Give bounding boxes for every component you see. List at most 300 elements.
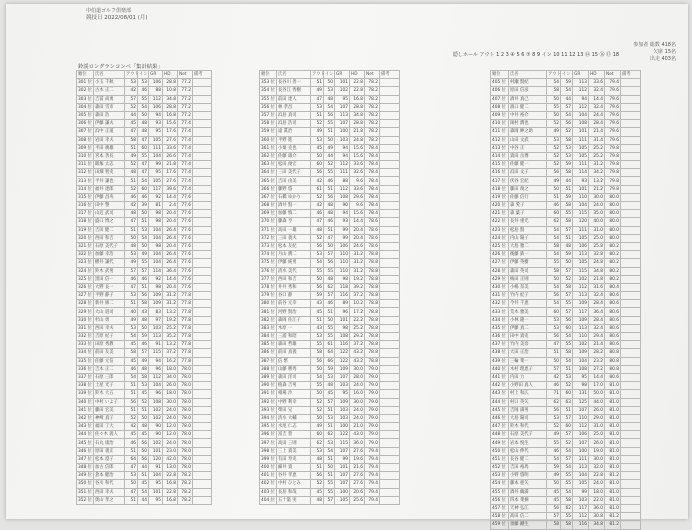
cell-gross-score: 109 — [149, 292, 163, 300]
cell-in-score: 57 — [324, 251, 335, 259]
cell-out-score: 56 — [311, 357, 324, 365]
cell-gross-score: 92 — [149, 193, 163, 201]
cell-in-score: 54 — [561, 488, 573, 496]
cell-out-score: 51 — [125, 447, 138, 455]
cell-out-score: 45 — [311, 308, 324, 316]
table-row — [260, 283, 400, 291]
cell-gross-score: 117 — [149, 185, 163, 193]
cell-remarks — [193, 218, 212, 226]
table-row — [77, 202, 212, 210]
cell-gross-score: 110 — [573, 414, 589, 422]
cell-gross-score: 112 — [573, 87, 589, 95]
cell-remarks — [193, 333, 212, 341]
cell-handicap: 33.6 — [350, 161, 365, 169]
cell-remarks — [621, 308, 641, 316]
cell-in-score: 49 — [138, 251, 149, 259]
cell-net-score: 79.6 — [605, 87, 621, 95]
cell-out-score: 51 — [311, 316, 324, 324]
cell-player-name: 濱口 健二 — [509, 103, 547, 111]
cell-remarks — [621, 496, 641, 504]
cell-rank: 355 位 — [261, 96, 275, 102]
results-table-1 — [76, 70, 212, 505]
cell-rank: 426 位 — [491, 251, 509, 259]
cell-remarks — [193, 406, 212, 414]
cell-gross-score: 108 — [149, 398, 163, 406]
cell-rank: 435 位 — [491, 324, 509, 332]
cell-player-name: 盛口 博之 — [94, 218, 125, 226]
cell-net-score: 80.6 — [605, 341, 621, 349]
cell-net-score: 79.4 — [365, 488, 380, 496]
cell-player-name: 谷川 和代 — [94, 480, 125, 488]
table-row — [260, 447, 400, 455]
table-row — [491, 103, 641, 111]
cell-rank: 399 位 — [261, 456, 275, 462]
table-header-row — [491, 71, 641, 79]
cell-rank: 359 位 — [261, 129, 275, 135]
cell-out-score: 49 — [547, 177, 561, 185]
cell-player-name: 森 愛子 — [509, 202, 547, 210]
cell-gross-score: 111 — [573, 226, 589, 234]
cell-handicap: 12.0 — [163, 423, 178, 431]
cell-out-score: 53 — [311, 136, 324, 144]
cell-handicap: 22.0 — [589, 496, 605, 504]
cell-handicap: 25.0 — [589, 234, 605, 242]
cell-player-name: 岩田 幸夫 — [94, 136, 125, 144]
table-row — [260, 95, 400, 103]
cell-in-score: 47 — [138, 161, 149, 169]
cell-out-score: 47 — [125, 218, 138, 226]
cell-gross-score: 94 — [149, 111, 163, 119]
table-row — [491, 300, 641, 308]
cell-gross-score: 94 — [335, 144, 350, 152]
cell-remarks — [621, 464, 641, 472]
cell-out-score: 49 — [547, 431, 561, 439]
table-row — [491, 521, 641, 529]
cell-remarks — [193, 111, 212, 119]
cell-gross-score: 98 — [149, 242, 163, 250]
cell-handicap: 26.4 — [163, 234, 178, 242]
cell-handicap: 24.0 — [350, 414, 365, 422]
cell-remarks — [193, 259, 212, 267]
cell-handicap: 33.6 — [350, 185, 365, 193]
cell-handicap: 21.2 — [589, 185, 605, 193]
cell-gross-score: 90 — [335, 202, 350, 210]
cell-player-name: 浜島 浩司 — [277, 120, 311, 128]
cell-in-score: 50 — [138, 242, 149, 250]
cell-out-score: 58 — [311, 349, 324, 357]
cell-handicap: 21.6 — [350, 464, 365, 472]
cell-gross-score: 110 — [335, 267, 350, 275]
cell-in-score: 48 — [324, 210, 335, 218]
cell-handicap: 30.0 — [589, 193, 605, 201]
cell-gross-score: 105 — [149, 136, 163, 144]
table-row — [491, 472, 641, 480]
cell-gross-score: 110 — [573, 193, 589, 201]
cell-handicap: 37.2 — [350, 292, 365, 300]
cell-gross-score: 109 — [335, 365, 350, 373]
cell-gross-score: 112 — [573, 423, 589, 431]
cell-gross-score: 113 — [573, 292, 589, 300]
cell-rank: 378 位 — [261, 284, 275, 290]
cell-handicap: 31.0 — [589, 423, 605, 431]
cell-rank: 352 位 — [78, 497, 92, 503]
cell-net-score: 78.2 — [365, 103, 380, 111]
cell-out-score: 46 — [547, 382, 561, 390]
cell-net-score: 77.6 — [178, 234, 193, 242]
cell-player-name: 細井 貴 — [277, 464, 311, 472]
table-row — [260, 390, 400, 398]
table-row — [491, 144, 641, 152]
table-row — [260, 120, 400, 128]
cell-remarks — [380, 202, 400, 210]
cell-net-score: 78.6 — [365, 226, 380, 234]
cell-remarks — [621, 226, 641, 234]
cell-net-score: 78.0 — [178, 455, 193, 463]
cell-player-name: 伊藤 純男 — [277, 259, 311, 267]
cell-handicap: 25.2 — [163, 324, 178, 332]
cell-out-score: 48 — [125, 210, 138, 218]
cell-handicap: 35.2 — [163, 333, 178, 341]
cell-in-score: 60 — [561, 324, 573, 332]
cell-remarks — [621, 111, 641, 119]
cell-player-name: 伊藤 昌央 — [94, 193, 125, 201]
cell-remarks — [193, 210, 212, 218]
cell-out-score: 57 — [547, 513, 561, 521]
cell-in-score: 52 — [561, 382, 573, 390]
table-row — [260, 275, 400, 283]
cell-rank: 349 位 — [78, 473, 92, 479]
cell-in-score: 66 — [324, 357, 335, 365]
cell-net-score: 78.8 — [365, 341, 380, 349]
cell-gross-score: 112 — [335, 185, 350, 193]
cell-in-score: 53 — [561, 144, 573, 152]
cell-rank: 348 位 — [78, 465, 92, 471]
table-row — [491, 480, 641, 488]
cell-handicap: 12.0 — [163, 431, 178, 439]
cell-remarks — [193, 464, 212, 472]
column-header-out-score: アウト — [548, 72, 561, 78]
table-row — [491, 79, 641, 87]
cell-out-score: 52 — [311, 193, 324, 201]
cell-rank: 328 位 — [78, 301, 92, 307]
cell-out-score: 45 — [125, 357, 138, 365]
cell-net-score: 78.8 — [365, 324, 380, 332]
cell-rank: 325 位 — [78, 276, 92, 282]
table-row — [491, 136, 641, 144]
cell-gross-score: 96 — [149, 390, 163, 398]
cell-handicap: 27.6 — [163, 177, 178, 185]
cell-handicap: 24.0 — [589, 480, 605, 488]
cell-rank: 321 位 — [78, 244, 92, 250]
results-table-3 — [490, 70, 641, 530]
table-row — [260, 218, 400, 226]
cell-rank: 373 位 — [261, 244, 275, 250]
cell-rank: 318 位 — [78, 219, 92, 225]
cell-in-score: 51 — [324, 128, 335, 136]
cell-net-score: 78.4 — [365, 177, 380, 185]
cell-in-score: 60 — [138, 144, 149, 152]
cell-rank: 429 位 — [491, 275, 509, 283]
cell-remarks — [380, 365, 400, 373]
table-row — [77, 120, 212, 128]
cell-out-score: 49 — [547, 472, 561, 480]
cell-out-score: 60 — [311, 161, 324, 169]
cell-remarks — [193, 79, 212, 87]
cell-in-score: 55 — [138, 259, 149, 267]
cell-handicap: 36.4 — [163, 267, 178, 275]
cell-handicap: 37.2 — [163, 349, 178, 357]
cell-rank: 335 位 — [78, 358, 92, 364]
cell-rank: 446 位 — [491, 414, 509, 422]
cell-gross-score: 108 — [573, 120, 589, 128]
cell-player-name: 石橋 ゆかり — [277, 193, 311, 201]
cell-out-score: 51 — [311, 79, 324, 87]
cell-remarks — [380, 259, 400, 267]
cell-remarks — [193, 300, 212, 308]
table-row — [260, 373, 400, 381]
cell-remarks — [193, 398, 212, 406]
cell-remarks — [193, 144, 212, 152]
cell-net-score: 81.0 — [605, 431, 621, 439]
table-row — [491, 267, 641, 275]
cell-net-score: 80.4 — [605, 283, 621, 291]
cell-gross-score: 108 — [335, 333, 350, 341]
cell-player-name: 松島 賢 — [509, 226, 547, 234]
cell-in-score: 46 — [138, 193, 149, 201]
cell-in-score: 55 — [138, 152, 149, 160]
cell-remarks — [621, 259, 641, 267]
cell-net-score: 78.6 — [365, 234, 380, 242]
cell-out-score: 52 — [547, 144, 561, 152]
cell-rank: 451 位 — [491, 455, 509, 463]
table-row — [77, 431, 212, 439]
cell-out-score: 58 — [547, 242, 561, 250]
cell-gross-score: 102 — [149, 439, 163, 447]
cell-out-score: 47 — [125, 464, 138, 472]
cell-net-score: 79.8 — [605, 152, 621, 160]
cell-gross-score: 104 — [149, 152, 163, 160]
cell-handicap: 24.0 — [350, 406, 365, 414]
cell-handicap: 24.0 — [163, 406, 178, 414]
table-row — [491, 341, 641, 349]
competition-title: 鈴渓ロングランコンペ「集計結果」 — [78, 64, 163, 70]
cell-out-score: 50 — [547, 111, 561, 119]
column-header-remarks: 備考 — [621, 71, 641, 79]
cell-out-score: 60 — [311, 431, 324, 439]
table-row — [260, 414, 400, 422]
cell-in-score: 55 — [561, 472, 573, 480]
cell-out-score: 49 — [125, 259, 138, 267]
cell-rank: 307 位 — [78, 129, 92, 135]
cell-in-score: 55 — [324, 324, 335, 332]
cell-gross-score: 104 — [149, 259, 163, 267]
cell-handicap: 33.6 — [163, 144, 178, 152]
table-row — [260, 103, 400, 111]
cell-remarks — [621, 267, 641, 275]
cell-rank: 430 位 — [491, 283, 509, 291]
cell-rank: 437 位 — [491, 341, 509, 349]
cell-in-score: 56 — [324, 259, 335, 267]
table-row — [260, 161, 400, 169]
cell-rank: 397 位 — [261, 440, 275, 446]
cell-out-score: 46 — [125, 365, 138, 373]
table-row — [260, 144, 400, 152]
cell-in-score: 47 — [138, 136, 149, 144]
cell-in-score: 48 — [138, 120, 149, 128]
cell-out-score: 52 — [125, 185, 138, 193]
cell-handicap: 25.2 — [589, 152, 605, 160]
cell-rank: 301 位 — [78, 80, 92, 86]
cell-in-score: 59 — [561, 251, 573, 259]
cell-rank: 410 位 — [491, 120, 509, 128]
cell-in-score: 44 — [138, 496, 149, 504]
cell-rank: 452 位 — [491, 464, 509, 472]
cell-net-score: 79.0 — [365, 365, 380, 373]
cell-rank: 380 位 — [261, 301, 275, 307]
cell-remarks — [621, 300, 641, 308]
cell-net-score: 78.8 — [365, 292, 380, 300]
cell-gross-score: 89 — [335, 300, 350, 308]
cell-out-score: 48 — [125, 169, 138, 177]
cell-out-score: 58 — [547, 521, 561, 529]
cell-in-score: 59 — [561, 79, 573, 87]
cell-net-score: 81.0 — [605, 423, 621, 431]
cell-handicap: 13.2 — [589, 177, 605, 185]
cell-out-score: 47 — [311, 95, 324, 103]
cell-handicap: 25.0 — [589, 431, 605, 439]
cell-player-name: 伊藤 英樹 — [509, 259, 547, 267]
cell-net-score: 77.4 — [178, 177, 193, 185]
cell-remarks — [621, 398, 641, 406]
cell-handicap: 27.6 — [163, 136, 178, 144]
cell-rank: 389 位 — [261, 375, 275, 381]
table-row — [260, 398, 400, 406]
cell-out-score: 50 — [311, 152, 324, 160]
cell-net-score: 79.4 — [365, 464, 380, 472]
cell-out-score: 49 — [311, 423, 324, 431]
cell-handicap: 29.0 — [589, 414, 605, 422]
cell-remarks — [193, 242, 212, 250]
cell-player-name: 吉木 正二 — [94, 365, 125, 373]
cell-net-score: 78.2 — [178, 480, 193, 488]
cell-handicap: 37.2 — [350, 341, 365, 349]
cell-in-score: 39 — [138, 202, 149, 210]
cell-remarks — [621, 431, 641, 439]
club-name: 中伯道ゴルフ倶楽部 — [86, 8, 132, 14]
cell-handicap: 20.4 — [163, 283, 178, 291]
cell-net-score: 78.2 — [178, 488, 193, 496]
cell-player-name: 井井 秀和 — [277, 283, 311, 291]
cell-rank: 444 位 — [491, 398, 509, 406]
table-row — [491, 349, 641, 357]
cell-rank: 388 位 — [261, 366, 275, 372]
cell-rank: 393 位 — [261, 407, 275, 413]
cell-handicap: 33.6 — [589, 79, 605, 87]
cell-remarks — [380, 95, 400, 103]
table-row — [77, 103, 212, 111]
table-row — [260, 496, 400, 504]
cell-gross-score: 122 — [335, 357, 350, 365]
cell-player-name: 大島 陽司 — [509, 414, 547, 422]
cell-net-score: 80.0 — [605, 234, 621, 242]
cell-rank: 423 位 — [491, 226, 509, 234]
table-header-row — [260, 71, 400, 79]
cell-rank: 304 位 — [78, 104, 92, 110]
table-row — [77, 111, 212, 119]
cell-handicap: 2.4 — [163, 202, 178, 210]
cell-player-name: 土屋 光子 — [94, 382, 125, 390]
cell-gross-score: 101 — [149, 447, 163, 455]
cell-in-score: 50 — [324, 136, 335, 144]
cell-player-name: 中井 裕介 — [509, 111, 547, 119]
cell-remarks — [380, 152, 400, 160]
cell-handicap: 32.6 — [350, 169, 365, 177]
cell-handicap: 28.4 — [589, 120, 605, 128]
cell-remarks — [621, 349, 641, 357]
cell-in-score: 56 — [138, 455, 149, 463]
cell-player-name: 平野 静子 — [94, 292, 125, 300]
cell-player-name: 信 繁 — [277, 357, 311, 365]
cell-player-name: 柴田 兄 — [277, 406, 311, 414]
table-row — [260, 202, 400, 210]
cell-out-score: 51 — [125, 300, 138, 308]
cell-handicap: 40.0 — [589, 218, 605, 226]
cell-in-score: 56 — [324, 193, 335, 201]
cell-player-name: 相場 沙 — [277, 390, 311, 398]
cell-player-name: 中村 いよ子 — [94, 398, 125, 406]
cell-gross-score: 105 — [573, 144, 589, 152]
cell-rank: 413 位 — [491, 144, 509, 152]
cell-player-name: 遠 眞治 — [277, 128, 311, 136]
cell-in-score: 55 — [561, 210, 573, 218]
cell-handicap: 43.0 — [350, 431, 365, 439]
cell-net-score: 78.0 — [178, 406, 193, 414]
cell-rank: 405 位 — [491, 79, 509, 87]
column-header-gross-score: GR — [335, 71, 350, 79]
cell-net-score: 79.0 — [365, 398, 380, 406]
cell-net-score: 80.2 — [605, 275, 621, 283]
cell-rank: 360 位 — [261, 137, 275, 143]
cell-rank: 354 位 — [261, 88, 275, 94]
cell-gross-score: 120 — [573, 218, 589, 226]
table-row — [260, 488, 400, 496]
cell-gross-score: 91 — [149, 464, 163, 472]
cell-gross-score: 103 — [335, 414, 350, 422]
cell-rank: 365 位 — [261, 178, 275, 184]
cell-net-score: 77.6 — [178, 193, 193, 201]
cell-net-score: 79.8 — [605, 169, 621, 177]
cell-out-score: 56 — [311, 242, 324, 250]
cell-net-score: 81.0 — [605, 464, 621, 472]
cell-remarks — [621, 455, 641, 463]
cell-player-name: 奥山 孝之 — [94, 496, 125, 504]
cell-player-name: 佐藤 健一 — [509, 161, 547, 169]
cell-gross-score: 100 — [573, 447, 589, 455]
table-row — [491, 177, 641, 185]
cell-in-score: 45 — [138, 480, 149, 488]
cell-handicap: 19.2 — [350, 275, 365, 283]
cell-rank: 317 位 — [78, 211, 92, 217]
cell-net-score: 79.0 — [365, 382, 380, 390]
cell-player-name: 岩本 悦生 — [509, 439, 547, 447]
cell-handicap: 26.0 — [589, 439, 605, 447]
table-row — [491, 120, 641, 128]
cell-player-name: 伊藤 真二 — [509, 324, 547, 332]
cell-net-score: 77.4 — [178, 161, 193, 169]
cell-gross-score: 104 — [573, 202, 589, 210]
cell-handicap: 22.8 — [163, 488, 178, 496]
cell-rank: 406 位 — [491, 87, 509, 95]
